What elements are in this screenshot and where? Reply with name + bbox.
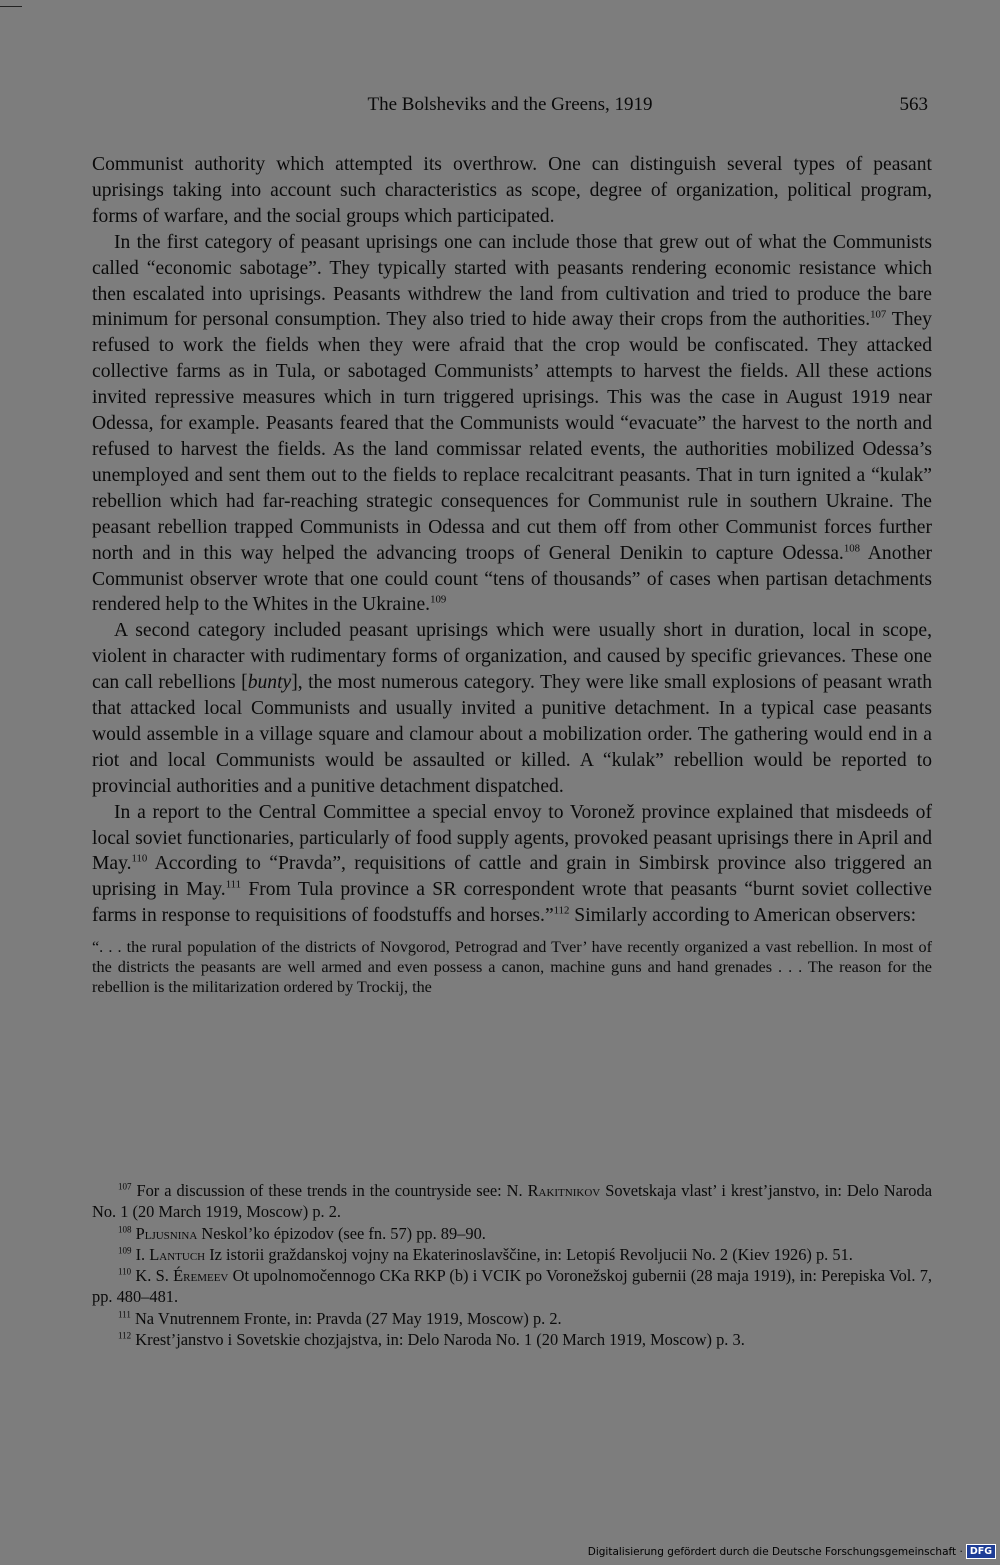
text-run: Communist authority which attempted its overthrow. One can distinguish several types of peasant uprisings taking into account such characteristics as scope, degree of organization, political program, forms of warfare, and the social groups which participated. (92, 154, 932, 227)
text-run: Sovetskaja vlast’ i krest’janstvo, in: Delo Naroda No. 1 (20 March 1919, Moscow) p. 2. (92, 1181, 932, 1222)
block-quote: “. . . the rural population of the districts of Novgorod, Petrograd and Tver’ have recently organized a vast rebellion. In most of the districts the peasants are well armed and even possess a canon, machine guns and hand grenades . . . The reason for the rebellion is the militarization ordered by Trockij, the (92, 938, 932, 997)
body-paragraph (92, 152, 932, 230)
footnote (92, 1244, 932, 1265)
text-run: Iz istorii graždanskoj vojny na Ekaterinoslavščine, in: Letopiś Revoljucii No. 2 (Kiev 1926) p. 51. (205, 1244, 853, 1264)
author-name: Rakitnikov (527, 1181, 601, 1200)
text-run: Ot upolnomočennogo CKa RKP (b) i VCIK po Voronežskoj gubernii (28 maja 1919), in: Perepiska Vol. 7, pp. 480–481. (92, 1266, 932, 1307)
footnote-ref: 108 (118, 1224, 132, 1235)
body-paragraph (92, 800, 932, 930)
text-run: Na Vnutrennem Fronte, in: Pravda (27 May 1919, Moscow) p. 2. (130, 1308, 562, 1328)
text-run: They refused to work the fields when they were afraid that the crop would be confiscated. They attacked collective farms as in Tula, or sabotaged Communists’ attempts to harvest the fields. All these actions invited repressive measures which in turn triggered uprisings. This was the case in August 1919 near Odessa, for example. Peasants feared that the Communists would “evacuate” the harvest to the north and refused to harvest the fields. As the land commissar related events, the authorities mobilized Odessa’s unemployed and sent them out to the fields to replace recalcitrant peasants. That in turn ignited a “kulak” rebellion which had far-reaching strategic consequences for Communist rule in southern Ukraine. The peasant rebellion trapped Communists in Odessa and cut them off from other Communist forces further north and in this way helped the advancing troops of General Denikin to capture Odessa. (92, 309, 932, 564)
footnote-ref: 110 (118, 1266, 132, 1277)
italic-term: bunty (247, 672, 292, 694)
author-name: Éremeev (173, 1266, 229, 1286)
footnote (92, 1223, 932, 1244)
body-text (92, 152, 932, 997)
footnote (92, 1329, 932, 1350)
text-run: In a report to the Central Committee a special envoy to Voronež province explained that misdeeds of local soviet functionaries, particularly of food supply agents, provoked peasant uprisings there in April and May. (92, 801, 932, 875)
page-header (92, 94, 928, 122)
footnote-ref: 109 (118, 1245, 132, 1256)
footnote-ref: 107 (118, 1181, 132, 1192)
body-paragraph (92, 230, 932, 619)
running-title: The Bolsheviks and the Greens, 1919 (367, 94, 653, 115)
text-run: From Tula province a SR correspondent wrote that peasants “burnt soviet collective farms in response to requisitions of foodstuffs and horses.” (92, 879, 932, 927)
text-run: I. (131, 1244, 150, 1264)
text-run: According to “Pravda”, requisitions of cattle and grain in Simbirsk province also triggered an uprising in May. (92, 853, 932, 901)
footnote-ref: 112 (553, 904, 570, 917)
digitization-footer (588, 1544, 996, 1559)
text-run: Krest’janstvo i Sovetskie chozjajstva, in: Delo Naroda No. 1 (20 March 1919, Moscow) p. 3. (131, 1330, 745, 1350)
footnotes (92, 1180, 932, 1350)
text-run: In the first category of peasant uprisings one can include those that grew out of what the Communists called “economic sabotage”. They typically started with peasants rendering economic resistance which then escalated into uprisings. Peasants withdrew the land from cultivation and tried to produce the bare minimum for personal consumption. They also tried to hide away their crops from the authorities. (92, 231, 932, 331)
footnote (92, 1265, 932, 1308)
text-run: Similarly according to American observers: (569, 905, 917, 927)
footnote-ref: 109 (430, 593, 447, 606)
author-name: Lantuch (149, 1244, 206, 1264)
footnote-ref: 111 (118, 1309, 131, 1320)
footnote-ref: 107 (870, 308, 887, 321)
footer-credit: Digitalisierung gefördert durch die Deutsche Forschungsgemeinschaft · (587, 1545, 963, 1558)
footnote-ref: 112 (118, 1330, 132, 1341)
text-run: ], the most numerous category. They were like small explosions of peasant wrath that attacked local Communists and usually invited a punitive detachment. In a typical case peasants would assemble in a village square and clamour about a mobilization order. The gathering would end in a riot and local Communists would be assaulted or killed. A “kulak” rebellion would be reported to provincial authorities and a punitive detachment dispatched. (92, 672, 932, 797)
footnote (92, 1308, 932, 1329)
text-run: Another Communist observer wrote that one could count “tens of thousands” of cases when partisan detachments rendered help to the Whites in the Ukraine. (92, 542, 932, 616)
text-run: A second category included peasant uprisings which were usually short in duration, local in scope, violent in character with rudimentary forms of organization, and caused by specific grievances. These one can call rebellions [ (92, 620, 932, 694)
text-run: Neskol’ko épizodov (see fn. 57) pp. 89–90. (197, 1223, 486, 1243)
page-number: 563 (899, 94, 928, 115)
text-run: For a discussion of these trends in the countryside see: N. (131, 1181, 528, 1200)
body-paragraph (92, 618, 932, 799)
text-run: K. S. (131, 1266, 174, 1286)
footnote-ref: 110 (131, 852, 148, 865)
footnote-ref: 111 (225, 878, 242, 891)
author-name: Pljusnina (135, 1223, 198, 1243)
paragraphs (92, 152, 932, 929)
footnote (92, 1180, 932, 1223)
dfg-logo: DFG (966, 1544, 996, 1559)
corner-rule (0, 6, 22, 7)
footnote-ref: 108 (843, 542, 860, 555)
